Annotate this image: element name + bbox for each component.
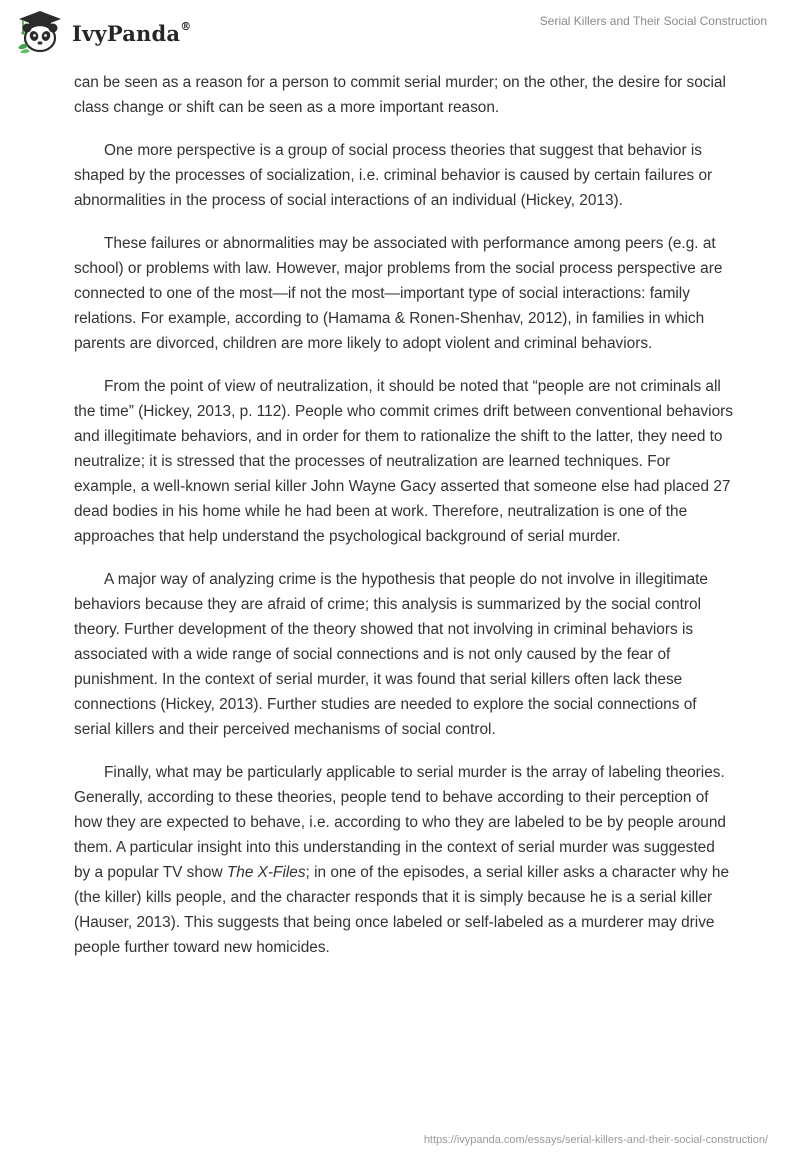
essay-body (74, 70, 734, 978)
panda-graduate-icon (14, 8, 66, 54)
tv-show-title: The X-Files (226, 864, 306, 881)
paragraph-4: From the point of view of neutralization, it should be noted that “people are not criminals all the time” (Hickey, 2013, p. 112). People who commit crimes drift between conventional behaviors and illegitimate behaviors, and in order for them to rationalize the shift to the latter, they need to neutralize; it is stressed that the processes of neutralization are learned techniques. For example, a well-known serial killer John Wayne Gacy asserted that someone else had placed 27 dead bodies in his home while he had been at work. Therefore, neutralization is one of the approaches that help understand the psychological background of serial murder. (74, 378, 733, 545)
brand-name-text: IvyPanda (72, 20, 181, 46)
source-url[interactable]: https://ivypanda.com/essays/serial-killers-and-their-social-construction/ (423, 1134, 768, 1146)
ivypanda-logo[interactable] (14, 8, 191, 54)
document-title: Serial Killers and Their Social Construction (539, 14, 767, 28)
registered-mark: ® (180, 19, 192, 33)
paragraph-2: One more perspective is a group of social process theories that suggest that behavior is shaped by the processes of socialization, i.e. criminal behavior is caused by certain failures or abnormalities in the process of social interactions of an individual (Hickey, 2013). (74, 142, 713, 209)
paragraph-5: A major way of analyzing crime is the hypothesis that people do not involve in illegitimate behaviors because they are afraid of crime; this analysis is summarized by the social control theory. Further development of the theory showed that not involving in criminal behaviors is associated with a wide range of social connections and is not only caused by the fear of punishment. In the context of serial murder, it was found that serial killers often lack these connections (Hickey, 2013). Further studies are needed to explore the social connections of serial killers and their perceived mechanisms of social control. (74, 571, 708, 738)
brand-name (72, 21, 191, 46)
paragraph-6-text-start: Finally, what may be particularly applicable to serial murder is the array of labeling theories. Generally, according to these theories, people tend to behave according to their perception of how they are expected to behave, i.e. according to who they are labeled to be by people around them. A particular insight into this understanding in the context of serial murder was suggested by a popular TV show (74, 764, 726, 881)
paragraph-6 (74, 760, 734, 960)
paragraph-1: can be seen as a reason for a person to commit serial murder; on the other, the desire for social class change or shift can be seen as a more important reason. (74, 74, 726, 116)
page-header (0, 0, 800, 66)
paragraph-3: These failures or abnormalities may be associated with performance among peers (e.g. at school) or problems with law. However, major problems from the social process perspective are connected to one of the most—if not the most—important type of social interactions: family relations. For example, according to (Hamama & Ronen-Shenhav, 2012), in families in which parents are divorced, children are more likely to adopt violent and criminal behaviors. (74, 235, 723, 352)
paragraph-6-text-end: ; in one of the episodes, a serial killer asks a character why he (the killer) kills people, and the character responds that it is simply because he is a serial killer (Hauser, 2013). This suggests that being once labeled or self-labeled as a murderer may drive people further toward new homicides. (74, 864, 730, 956)
